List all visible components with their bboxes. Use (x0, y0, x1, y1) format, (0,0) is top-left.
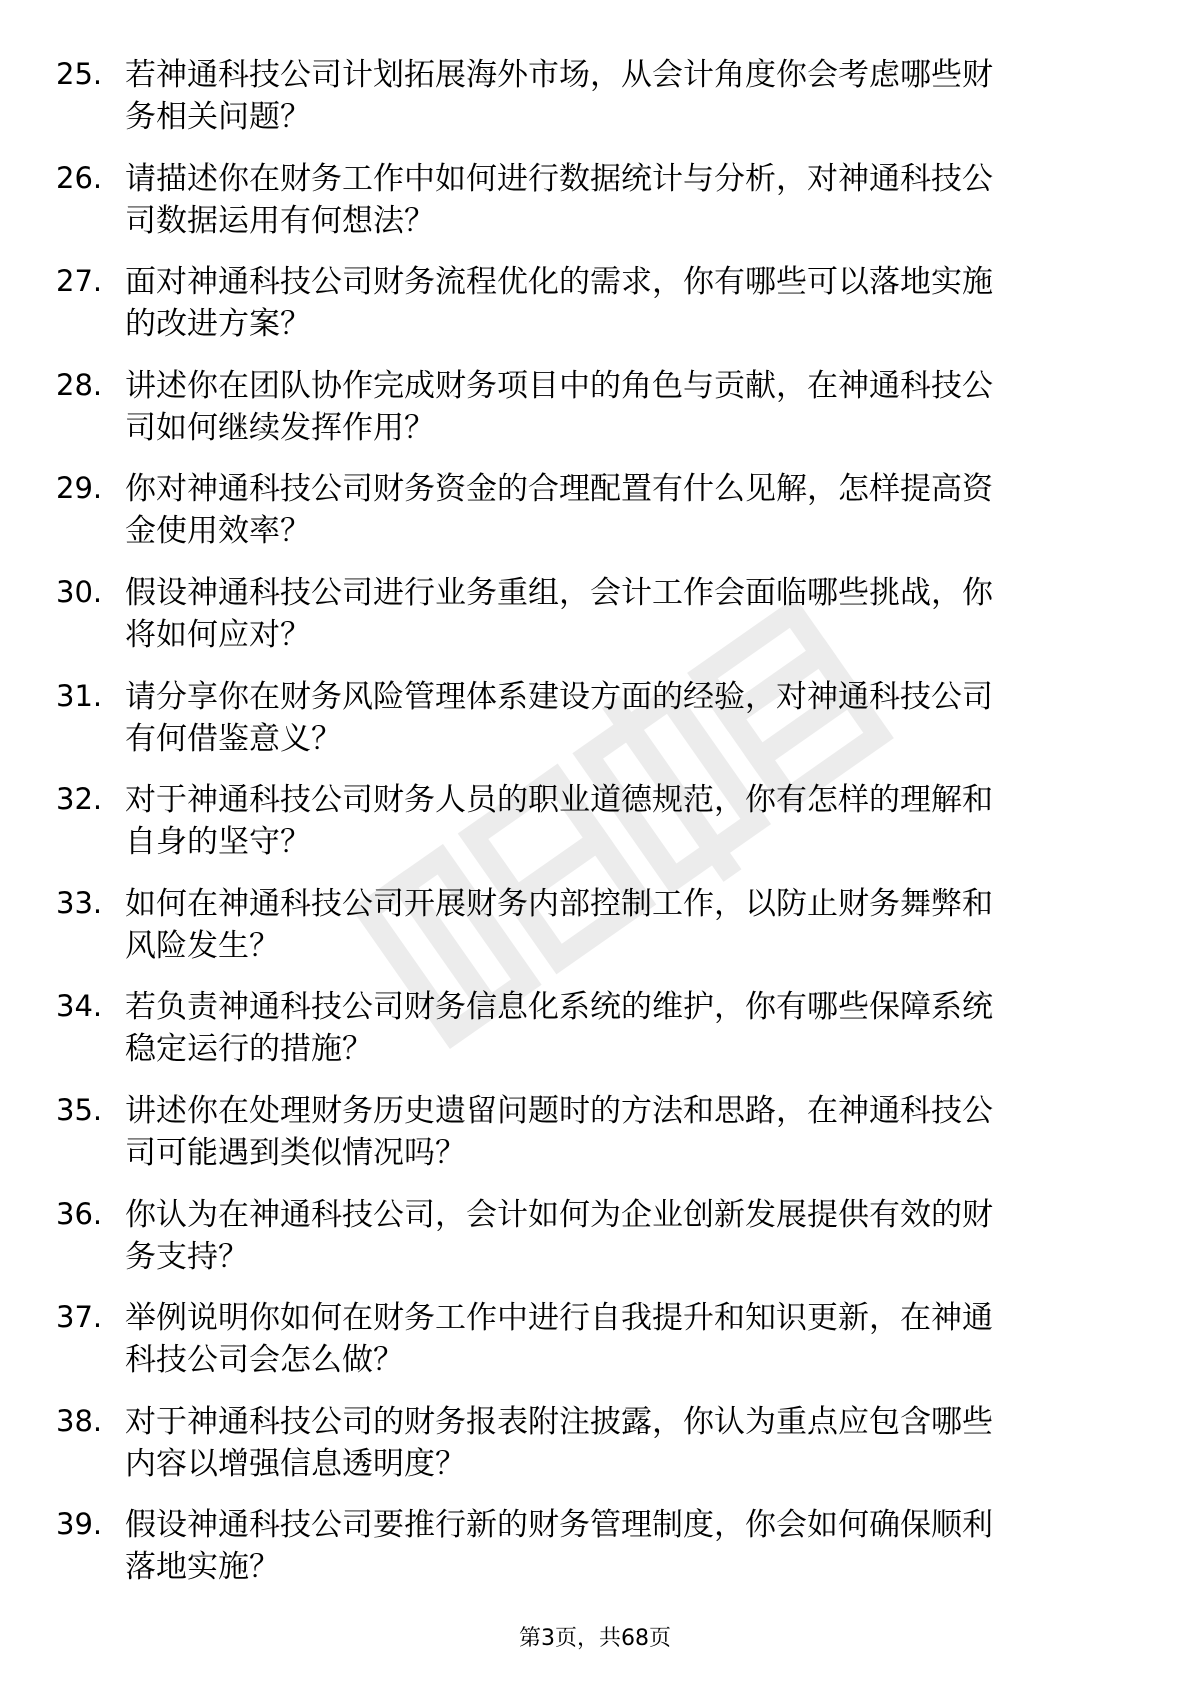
question-text (125, 468, 1125, 552)
question-number: 30. (56, 574, 103, 609)
question-text (125, 1194, 1125, 1278)
question-item (0, 48, 1190, 152)
question-text-line: 若神通科技公司计划拓展海外市场，从会计角度你会考虑哪些财 (125, 57, 993, 93)
page-footer (0, 1624, 1190, 1654)
question-text (125, 676, 1125, 760)
question-text-line: 务相关问题？ (125, 99, 311, 135)
question-text-line: 面对神通科技公司财务流程优化的需求，你有哪些可以落地实施 (125, 264, 993, 301)
question-item (0, 877, 1190, 981)
page-indicator: 第3页，共68页 (519, 1626, 671, 1651)
question-number: 25. (56, 57, 103, 91)
question-text-line: 对于神通科技公司的财务报表附注披露，你认为重点应包含哪些 (125, 1403, 993, 1440)
question-text-line: 假设神通科技公司要推行新的财务管理制度，你会如何确保顺利 (125, 1507, 993, 1544)
question-number: 32. (56, 782, 103, 817)
question-item (0, 255, 1190, 359)
question-text (125, 1504, 1125, 1588)
question-text-line: 司如何继续发挥作用？ (125, 409, 435, 446)
question-list (0, 48, 1190, 1602)
question-number: 29. (56, 471, 103, 506)
question-item (0, 980, 1190, 1084)
question-text (125, 365, 1125, 449)
question-text-line: 司可能遇到类似情况吗？ (125, 1134, 466, 1171)
question-number: 37. (56, 1300, 103, 1335)
question-text-line: 将如何应对？ (125, 616, 311, 653)
question-text-line: 你对神通科技公司财务资金的合理配置有什么见解，怎样提高资 (125, 471, 993, 508)
question-item (0, 359, 1190, 463)
question-text-line: 有何借鉴意义？ (125, 720, 342, 757)
question-text-line: 讲述你在处理财务历史遗留问题时的方法和思路，在神通科技公 (125, 1092, 993, 1129)
question-text-line: 请描述你在财务工作中如何进行数据统计与分析，对神通科技公 (125, 160, 993, 197)
question-item (0, 566, 1190, 670)
question-text-line: 你认为在神通科技公司，会计如何为企业创新发展提供有效的财 (125, 1196, 993, 1233)
question-item (0, 462, 1190, 566)
question-number: 31. (56, 678, 103, 713)
question-text (125, 1090, 1125, 1174)
question-item (0, 1084, 1190, 1188)
question-text-line: 如何在神通科技公司开展财务内部控制工作，以防止财务舞弊和 (125, 885, 993, 922)
question-item (0, 1188, 1190, 1292)
question-text-line: 请分享你在财务风险管理体系建设方面的经验，对神通科技公司 (125, 678, 993, 715)
question-text-line: 稳定运行的措施？ (125, 1031, 373, 1068)
question-text-line: 落地实施？ (125, 1549, 280, 1586)
question-item (0, 1291, 1190, 1395)
question-item (0, 1395, 1190, 1499)
question-text-line: 对于神通科技公司财务人员的职业道德规范，你有怎样的理解和 (125, 782, 993, 819)
question-text (125, 158, 1125, 242)
question-text-line: 假设神通科技公司进行业务重组，会计工作会面临哪些挑战，你 (125, 574, 993, 611)
question-number: 28. (56, 367, 103, 402)
question-text (125, 572, 1125, 656)
question-text-line: 风险发生？ (125, 927, 280, 964)
question-text (125, 54, 1125, 138)
question-text-line: 金使用效率？ (125, 513, 311, 550)
question-text-line: 的改进方案？ (125, 306, 311, 343)
question-number: 35. (56, 1092, 103, 1127)
question-number: 34. (56, 989, 103, 1024)
question-item (0, 670, 1190, 774)
question-text (125, 883, 1125, 967)
question-text-line: 司数据运用有何想法？ (125, 202, 435, 239)
question-text-line: 举例说明你如何在财务工作中进行自我提升和知识更新，在神通 (125, 1300, 993, 1337)
question-number: 26. (56, 160, 103, 195)
question-number: 36. (56, 1196, 103, 1231)
question-text-line: 讲述你在团队协作完成财务项目中的角色与贡献，在神通科技公 (125, 367, 993, 404)
question-text (125, 986, 1125, 1070)
question-text (125, 1297, 1125, 1381)
question-text-line: 内容以增强信息透明度？ (125, 1445, 466, 1482)
question-text (125, 779, 1125, 863)
question-text-line: 务支持？ (125, 1238, 249, 1275)
question-number: 39. (56, 1507, 103, 1542)
question-text-line: 若负责神通科技公司财务信息化系统的维护，你有哪些保障系统 (125, 989, 993, 1026)
question-number: 38. (56, 1403, 103, 1438)
question-text (125, 1401, 1125, 1485)
question-text-line: 自身的坚守？ (125, 824, 311, 861)
question-number: 27. (56, 264, 103, 299)
question-number: 33. (56, 885, 103, 920)
question-text (125, 261, 1125, 345)
question-item (0, 152, 1190, 256)
question-item (0, 1498, 1190, 1602)
question-text-line: 科技公司会怎么做？ (125, 1342, 404, 1379)
question-item (0, 773, 1190, 877)
